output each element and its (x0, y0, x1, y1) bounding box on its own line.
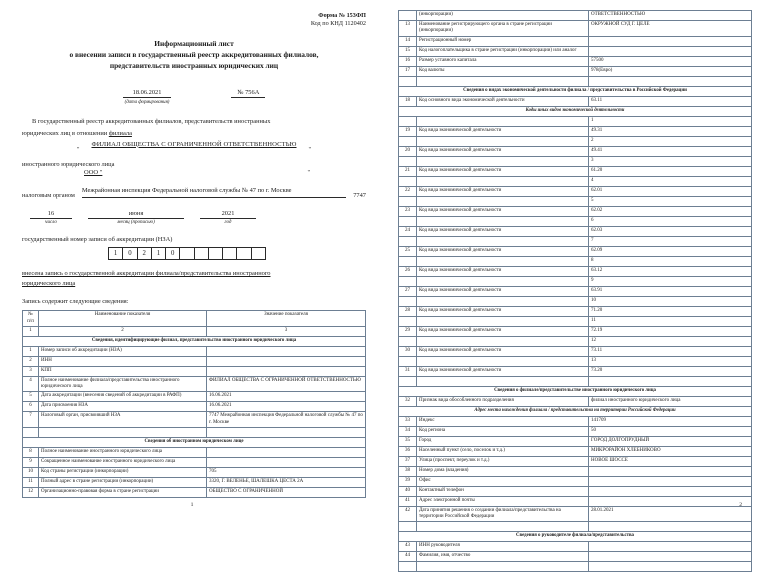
month-value: июня (88, 210, 184, 219)
nza-digit-11 (252, 248, 265, 259)
row-number: 38 (399, 466, 417, 476)
section-head-info (399, 532, 752, 542)
table-row (399, 126, 752, 136)
row-number: 34 (399, 426, 417, 436)
row-number: 30 (399, 346, 417, 356)
formation-date-block (123, 81, 172, 105)
table-row (399, 21, 752, 37)
row-value (207, 457, 366, 467)
tax-organ-code: 7747 (353, 191, 366, 199)
table-row (399, 506, 752, 522)
section-economic-activity-label: Сведения о видах экономической деятельности филиала / представительства в Российской Федерации (399, 86, 752, 96)
row-number: 43 (399, 542, 417, 552)
record-contains-label: Запись содержит следующие сведения: (22, 298, 129, 306)
colnum-3: 3 (207, 326, 366, 336)
row-number: 29 (399, 326, 417, 336)
foreign-entity-quote: " (307, 169, 310, 176)
row-number: 10 (23, 467, 39, 477)
nza-digit-7 (195, 248, 209, 259)
row-value (589, 476, 752, 486)
table-row (23, 346, 366, 356)
row-number: 23 (399, 206, 417, 216)
document-page-2 (384, 0, 768, 558)
row-label: Сокращенное наименование иностранного юридического лица (39, 457, 207, 467)
table-row (399, 416, 752, 426)
row-value: 7747 Межрайонная инспекция Федеральной налоговой службы № 47 по г. Москве (207, 412, 366, 428)
row-value: ОБЩЕСТВО С ОГРАНИЧЕННОЙ (207, 487, 366, 497)
table-row (23, 477, 366, 487)
row-label: Код страны регистрации (инкорпорации) (39, 467, 207, 477)
row-label: Код вида экономической деятельности (417, 266, 589, 276)
activity-index-value: 1 (589, 116, 752, 126)
row-number: 26 (399, 266, 417, 276)
row-value: ФИЛИАЛ ОБЩЕСТВА С ОГРАНИЧЕННОЙ ОТВЕТСТВЕННОСТЬЮ (207, 376, 366, 392)
row-value: 49.31 (589, 126, 752, 136)
tax-organ-value: Межрайонная инспекция Федеральной налоговой службы № 47 по г. Москве (82, 186, 346, 198)
table-row (23, 467, 366, 477)
table-row (399, 166, 752, 176)
section-foreign-entity (23, 437, 366, 447)
row-value (589, 552, 752, 562)
section-identifying-label: Сведения, идентифицирующие филиал, представительство иностранного юридического лица (23, 336, 366, 346)
title-line-1: Информационный лист (154, 38, 234, 48)
day-caption: число (45, 219, 57, 225)
foreign-entity-value: ООО " (84, 168, 103, 176)
row-value: ОТВЕТСТВЕННОСТЬЮ (589, 11, 752, 21)
row-label: Код вида экономической деятельности (417, 246, 589, 256)
intro-line-2-prefix: юридических лиц в отношении (22, 129, 109, 137)
row-label: Код вида экономической деятельности (417, 166, 589, 176)
row-value: 71.20 (589, 306, 752, 316)
section-branch-info-label: Сведения о филиале/представительстве иностранного юридического лица (399, 386, 752, 396)
header-cell-name: Наименование показателя (39, 311, 207, 327)
table-row (399, 476, 752, 486)
row-number: 4 (23, 376, 39, 392)
activity-index-row (399, 276, 752, 286)
row-label: КПП (39, 366, 207, 376)
row-value: 16.06.2021 (207, 402, 366, 412)
row-label: Код вида экономической деятельности (417, 126, 589, 136)
row-number: 33 (399, 416, 417, 426)
row-label: Код налогоплательщика в стране регистрации (инкорпорации) или аналог (417, 46, 589, 56)
activity-index-row (399, 236, 752, 246)
intro-line-2 (22, 129, 366, 139)
table-row (399, 226, 752, 236)
table-row (23, 376, 366, 392)
document-number-value: № 756А (231, 89, 265, 98)
row-label: Код вида экономической деятельности (417, 146, 589, 156)
row-number: 24 (399, 226, 417, 236)
row-value (589, 542, 752, 552)
activity-index-value: 10 (589, 296, 752, 306)
table-spacer-row (23, 427, 366, 437)
row-number: 13 (399, 21, 417, 37)
page-2-number: 2 (739, 502, 742, 508)
row-label: Организационно-правовая форма в стране регистрации (39, 487, 207, 497)
table-row (23, 402, 366, 412)
table-row (23, 366, 366, 376)
row-number: 31 (399, 366, 417, 376)
table-row (23, 356, 366, 366)
row-value: 73.20 (589, 366, 752, 376)
table-row (399, 11, 752, 21)
after-nza-text (22, 269, 366, 290)
row-number: 17 (399, 66, 417, 76)
row-value: 50 (589, 426, 752, 436)
row-value: 62.03 (589, 226, 752, 236)
row-number: 42 (399, 506, 417, 522)
row-number: 36 (399, 446, 417, 456)
activity-index-row (399, 196, 752, 206)
table-row (399, 146, 752, 156)
title-line-2: о внесении записи в государственный реестр аккредитованных филиалов, (69, 49, 319, 59)
row-value: МИКРОРАЙОН ХЛЕБНИКОВО (589, 446, 752, 456)
registry-table-page-2 (398, 10, 752, 572)
activity-index-value: 7 (589, 236, 752, 246)
row-value: 49.41 (589, 146, 752, 156)
row-label: Код вида экономической деятельности (417, 286, 589, 296)
activity-index-value: 3 (589, 156, 752, 166)
activity-index-value: 5 (589, 196, 752, 206)
row-label: Офис (417, 476, 589, 486)
table-row (23, 457, 366, 467)
row-number: 22 (399, 186, 417, 196)
row-label: Дата присвоения НЗА (39, 402, 207, 412)
row-value: 61.20 (589, 166, 752, 176)
intro-line-1: В государственный реестр аккредитованных филиалов, представительств иностранных (32, 118, 271, 126)
nza-digit-5: 0 (166, 248, 180, 259)
table-row (399, 96, 752, 106)
table-row (399, 436, 752, 446)
row-label: Код вида экономической деятельности (417, 346, 589, 356)
table-row (399, 266, 752, 276)
row-label: Индекс (417, 416, 589, 426)
foreign-entity-label: иностранного юридического лица (22, 160, 115, 168)
table-row (399, 306, 752, 316)
month-caption: месяц (прописью) (117, 219, 155, 225)
decision-date-row (30, 210, 366, 225)
row-value (207, 447, 366, 457)
activity-index-value: 2 (589, 136, 752, 146)
row-value: 63.11 (589, 96, 752, 106)
row-label: Полное наименование иностранного юридического лица (39, 447, 207, 457)
row-number: 39 (399, 476, 417, 486)
row-number: 32 (399, 396, 417, 406)
row-label: Код основного вида экономической деятельности (417, 96, 589, 106)
day-block (30, 210, 72, 225)
registry-table-page-1 (22, 310, 366, 498)
title-line-3: представительств иностранных юридических лиц (109, 60, 279, 70)
row-value: НОВОЕ ШОССЕ (589, 456, 752, 466)
row-value: 72.19 (589, 326, 752, 336)
document-number-block (231, 81, 265, 99)
row-label: Полный адрес в стране регистрации (инкорпорации) (39, 477, 207, 487)
document-title (28, 38, 360, 71)
row-value (207, 366, 366, 376)
row-label: Дата принятия решения о создании филиала/представительства на территории Российской Федерации (417, 506, 589, 522)
row-number: 27 (399, 286, 417, 296)
activity-index-row (399, 296, 752, 306)
row-number: 1 (23, 346, 39, 356)
colnum-1: 1 (23, 326, 39, 336)
row-label: Город (417, 436, 589, 446)
branch-name-value: ФИЛИАЛ ОБЩЕСТВА С ОГРАНИЧЕННОЙ ОТВЕТСТВЕННОСТЬЮ (91, 140, 297, 148)
table-spacer-row (399, 76, 752, 86)
row-number (399, 11, 417, 21)
activity-index-row (399, 136, 752, 146)
nza-digit-10 (237, 248, 251, 259)
row-label: Дата аккредитации (внесения сведений об аккредитации в РАФП) (39, 392, 207, 402)
nza-digit-9 (223, 248, 237, 259)
section-other-codes-label: Коды иных видов экономической деятельности (399, 106, 752, 116)
row-value (207, 356, 366, 366)
activity-index-value: 6 (589, 216, 752, 226)
date-and-number-line (22, 81, 366, 105)
row-number: 7 (23, 412, 39, 428)
table-header-row (23, 311, 366, 327)
year-caption: год (224, 219, 232, 225)
row-label: (инкорпорации) (417, 11, 589, 21)
row-label: Регистрационный номер (417, 36, 589, 46)
row-value: 63.91 (589, 286, 752, 296)
row-label: Код вида экономической деятельности (417, 186, 589, 196)
row-number: 20 (399, 146, 417, 156)
header-cell-num: № п/п (23, 311, 39, 327)
row-number: 28 (399, 306, 417, 316)
activity-index-row (399, 176, 752, 186)
row-label: Номер записи об аккредитации (НЗА) (39, 346, 207, 356)
row-label: Контактный телефон (417, 486, 589, 496)
row-label: Номер дома (владения) (417, 466, 589, 476)
row-value: 28.01.2021 (589, 506, 752, 522)
row-label: Населенный пункт (село, поселок и т.д.) (417, 446, 589, 456)
row-number: 12 (23, 487, 39, 497)
row-value: 57500 (589, 56, 752, 66)
table-row (399, 486, 752, 496)
row-value: 62.09 (589, 246, 752, 256)
nza-digit-boxes (108, 247, 266, 260)
activity-index-row (399, 316, 752, 326)
row-label: Улица (проспект, переулок и т.д.) (417, 456, 589, 466)
section-economic-activity (399, 86, 752, 96)
row-value: 16.06.2021 (207, 392, 366, 402)
table-row (399, 326, 752, 336)
row-value (207, 346, 366, 356)
formation-date-value: 18.06.2021 (123, 89, 172, 98)
row-number: 19 (399, 126, 417, 136)
row-label: Код вида экономической деятельности (417, 226, 589, 236)
table-row (399, 186, 752, 196)
row-value: 705 (207, 467, 366, 477)
table-row (23, 392, 366, 402)
month-block (88, 210, 184, 225)
row-value (589, 36, 752, 46)
row-label: Код вида экономической деятельности (417, 306, 589, 316)
row-value: 62.01 (589, 186, 752, 196)
row-label: ИНН руководителя (417, 542, 589, 552)
table-row (399, 496, 752, 506)
colnum-2: 2 (39, 326, 207, 336)
row-number: 9 (23, 457, 39, 467)
nza-digit-4: 1 (152, 248, 166, 259)
activity-index-value: 11 (589, 316, 752, 326)
row-label: Код вида экономической деятельности (417, 326, 589, 336)
form-code-block (22, 12, 366, 29)
table-row (399, 426, 752, 436)
document-page-1 (0, 0, 384, 542)
table-row (399, 552, 752, 562)
row-number: 44 (399, 552, 417, 562)
row-value (589, 496, 752, 506)
table-row (399, 396, 752, 406)
nza-digit-8 (209, 248, 223, 259)
row-number: 35 (399, 436, 417, 446)
row-label: Код вида экономической деятельности (417, 206, 589, 216)
page-1-number: 1 (190, 502, 194, 508)
row-label: Размер уставного капитала (417, 56, 589, 66)
table-row (399, 456, 752, 466)
row-number: 37 (399, 456, 417, 466)
nza-digit-6 (180, 248, 194, 259)
table-row (399, 446, 752, 456)
row-value: 73.11 (589, 346, 752, 356)
activity-index-row (399, 356, 752, 366)
table-row (399, 36, 752, 46)
row-value: ГОРОД ДОЛГОПРУДНЫЙ (589, 436, 752, 446)
row-label: Признак вида обособленного подразделения (417, 396, 589, 406)
nza-label: государственный номер записи об аккредитации (НЗА) (22, 235, 173, 243)
row-number: 2 (23, 356, 39, 366)
activity-index-row (399, 216, 752, 226)
row-number: 8 (23, 447, 39, 457)
branch-quote-right: " (308, 146, 311, 153)
row-value: 3320, Г. ВЕЛЕНЬЕ, ШАЛЕШКА ЦЕСТА 2А (207, 477, 366, 487)
table-row (399, 206, 752, 216)
row-number: 25 (399, 246, 417, 256)
activity-index-value: 8 (589, 256, 752, 266)
row-number: 5 (23, 392, 39, 402)
year-block (200, 210, 256, 225)
row-number: 40 (399, 486, 417, 496)
row-label: Налоговый орган, присвоивший НЗА (39, 412, 207, 428)
row-value: филиал иностранного юридического лица (589, 396, 752, 406)
activity-index-row (399, 116, 752, 126)
row-number: 6 (23, 402, 39, 412)
activity-index-row (399, 336, 752, 346)
row-value: 978(Евро) (589, 66, 752, 76)
section-branch-info (399, 386, 752, 396)
tax-organ-label: налоговым органом (22, 191, 75, 199)
table-row (23, 412, 366, 428)
row-label: Код валюты (417, 66, 589, 76)
form-number: Форма № 153ФП (318, 12, 366, 19)
row-label: Фамилия, имя, отчество (417, 552, 589, 562)
after-nza-line-1: внесена запись о государственной аккредитации филиала/представительства иностранного (22, 269, 271, 277)
table-row (399, 466, 752, 476)
table-row (399, 346, 752, 356)
activity-index-value: 4 (589, 176, 752, 186)
branch-quote-left: " (77, 146, 80, 153)
tax-organ-row (22, 186, 366, 199)
row-label: Адрес электронной почты (417, 496, 589, 506)
row-value: ОКРУЖНОЙ СУД Г. ЦЕЛЕ (589, 21, 752, 37)
row-value (589, 46, 752, 56)
table-colnum-row (23, 326, 366, 336)
table-row (399, 246, 752, 256)
section-address-subtitle-label: Адрес места нахождения филиала / представительства на территории Российской Федерации (399, 406, 752, 416)
section-foreign-entity-label: Сведения об иностранном юридическом лице (23, 437, 366, 447)
table-spacer-row (399, 522, 752, 532)
table-row (399, 66, 752, 76)
formation-date-caption: (дата формирования) (124, 100, 170, 106)
row-label: Наименование регистрирующего органа в стране регистрации (инкорпорации) (417, 21, 589, 37)
header-cell-value: Значение показателя (207, 311, 366, 327)
row-number: 21 (399, 166, 417, 176)
section-other-codes (399, 106, 752, 116)
section-address-subtitle (399, 406, 752, 416)
foreign-entity-row (22, 169, 366, 176)
row-label: Код региона (417, 426, 589, 436)
day-value: 16 (30, 210, 72, 219)
intro-entity-type: филиала (108, 129, 132, 137)
row-value (589, 466, 752, 476)
activity-index-row (399, 256, 752, 266)
row-number: 14 (399, 36, 417, 46)
table-row (23, 447, 366, 457)
row-number: 16 (399, 56, 417, 66)
row-number: 11 (23, 477, 39, 487)
row-value: 141709 (589, 416, 752, 426)
row-number: 3 (23, 366, 39, 376)
year-value: 2021 (200, 210, 256, 219)
section-identifying (23, 336, 366, 346)
table-spacer-row (399, 562, 752, 572)
row-label: Код вида экономической деятельности (417, 366, 589, 376)
row-number: 41 (399, 496, 417, 506)
activity-index-row (399, 156, 752, 166)
activity-index-value: 13 (589, 356, 752, 366)
row-value: 62.02 (589, 206, 752, 216)
table-spacer-row (399, 376, 752, 386)
row-label: Полное наименование филиала/представительства иностранного юридического лица (39, 376, 207, 392)
nza-digit-1: 1 (109, 248, 123, 259)
knd-code: Код по КНД 1120402 (310, 20, 366, 28)
nza-digit-3: 2 (138, 248, 152, 259)
after-nza-line-2: юридического лица (22, 280, 76, 288)
nza-digit-2: 0 (123, 248, 137, 259)
table-row (23, 487, 366, 497)
row-number: 18 (399, 96, 417, 106)
row-label: ИНН (39, 356, 207, 366)
activity-index-value: 9 (589, 276, 752, 286)
table-row (399, 56, 752, 66)
activity-index-value: 12 (589, 336, 752, 346)
table-row (399, 366, 752, 376)
section-head-info-label: Сведения о руководителе филиала/представительства (399, 532, 752, 542)
table-row (399, 542, 752, 552)
table-row (399, 286, 752, 296)
row-number: 15 (399, 46, 417, 56)
row-value: 63.12 (589, 266, 752, 276)
row-value (589, 486, 752, 496)
table-row (399, 46, 752, 56)
